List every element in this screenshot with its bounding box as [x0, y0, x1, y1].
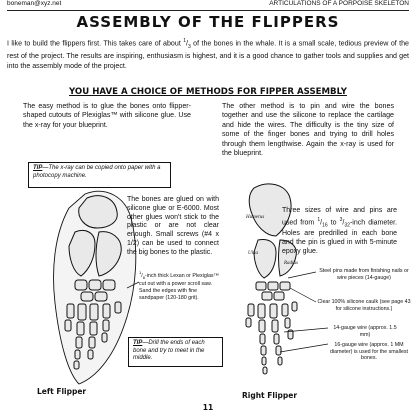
tip-text: —Drill the ends of each bone and try to meet in the middle.: [133, 340, 205, 361]
tip-box-xray: [28, 162, 171, 188]
tip-label: TIP: [33, 165, 43, 171]
right-flipper-caption: Right Flipper: [242, 391, 298, 400]
ulna-label: Ulna: [248, 251, 258, 256]
carpal-bones: [256, 282, 290, 300]
header-email: boneman@xyz.net: [7, 0, 62, 7]
intro-fraction-numerator: 1: [183, 38, 186, 44]
gauge-16-label: 16-gauge wire (approx. 1 MM diameter) is used for the smallest bones.: [330, 342, 409, 362]
intro-fraction-denominator: 3: [187, 43, 191, 50]
plexiglas-note-text: -inch thick Lexan or Plexiglas™ cut out with a power scroll saw. Sand the edges with fine sandpaper (120-180 grit).: [139, 272, 219, 301]
wire-fraction-1-denominator: 16: [322, 222, 328, 229]
radius-label: Radius: [284, 261, 298, 266]
wire-fraction-2-numerator: 3: [339, 216, 343, 223]
intro-text-2: of the bones in the whale. It is a small scale, tedious preview of the rest of the project. The results are inspiring, enthusiasm is highest, and it is a good chance to gather tools and supplies and get into the assembly mode of the project.: [7, 39, 409, 70]
left-flipper-caption: Left Flipper: [37, 387, 87, 396]
intro-text-1: I like to build the flippers first. This takes care of about: [7, 39, 184, 48]
glue-method-note: The bones are glued on with silicone glue or E-6000. Most other glues won't stick to the plastic or are not clear enough. Small screws (#4 x 1/2) can be used to connect the big bones to the plastic.: [127, 196, 219, 256]
page-number: 11: [202, 403, 214, 412]
finger-bones: [246, 302, 297, 374]
tip-text: —The x-ray can be copied onto paper with a photocopy machine.: [33, 165, 161, 179]
plexiglas-fraction-denominator: 8: [142, 274, 145, 280]
wire-sizes-note: Three sizes of wire and pins are used from $^1/_{16}$ to $^3/_{32}$-inch diameter. Holes are predrilled in each bone and the pin is glued in with 5-minute epoxy glue.: [282, 207, 397, 255]
silicone-caulk-label: Clear 100% silicone caulk (see page 43 for silicone instructions.): [317, 299, 411, 312]
intro-paragraph: I like to build the flippers first. This takes care of about $^1/_3$ of the bones in the whale. It is a small scale, tedious preview of the rest of the project. The results are inspiring, enthusiasm is highest, and it is a good chance to gather tools and supplies and get into the assembly mode of the project.: [7, 38, 409, 70]
wire-fraction-2-denominator: 32: [344, 222, 350, 229]
header-running-title: ARTICULATIONS OF A PORPOISE SKELETON: [269, 0, 409, 7]
wire-fraction-1-numerator: 1: [317, 216, 321, 223]
gauge-14-label: 14-gauge wire (approx. 1.5 mm): [333, 325, 397, 338]
tip-label: TIP: [133, 340, 143, 346]
steel-pins-label: Steel pins made from finishing nails or wire pieces (14-gauge): [319, 268, 409, 281]
wire-note-text-1: Three sizes of wire and pins are used from: [282, 207, 397, 227]
running-header: [7, 0, 409, 11]
plexiglas-note: $^1/_8$-inch thick Lexan or Plexiglas™ cut out with a power scroll saw. Sand the edges with fine sandpaper (120-180 grit).: [139, 270, 219, 301]
section-subheading: YOU HAVE A CHOICE OF METHODS FOR FIPPER ASSEMBLY: [69, 87, 347, 97]
wire-note-text-2: to: [327, 219, 340, 227]
easy-method-paragraph: The easy method is to glue the bones onto flipper-shaped cutouts of Plexiglas™ with silicone glue. Use the x-ray for your blueprint.: [23, 102, 191, 129]
page-title: ASSEMBLY OF THE FLIPPERS: [76, 13, 340, 31]
pin-method-paragraph: The other method is to pin and wire the bones together and use the silicone to replace the cartilage and hide the wires. The difficulty is the tiny size of some of the finger bones and trying to drill holes through them lengthwise. Again the x-ray is used for the blueprint.: [222, 102, 394, 158]
humerus-label: Humerus: [246, 215, 265, 220]
humerus-bone: [79, 196, 118, 228]
radius-bone: [254, 240, 276, 279]
tip-box-drill: [128, 337, 223, 367]
wire-note-text-3: -inch diameter. Holes are predrilled in each bone and the pin is glued in with 5-minute epoxy glue.: [282, 219, 397, 255]
plexiglas-fraction-numerator: 1: [139, 270, 142, 275]
